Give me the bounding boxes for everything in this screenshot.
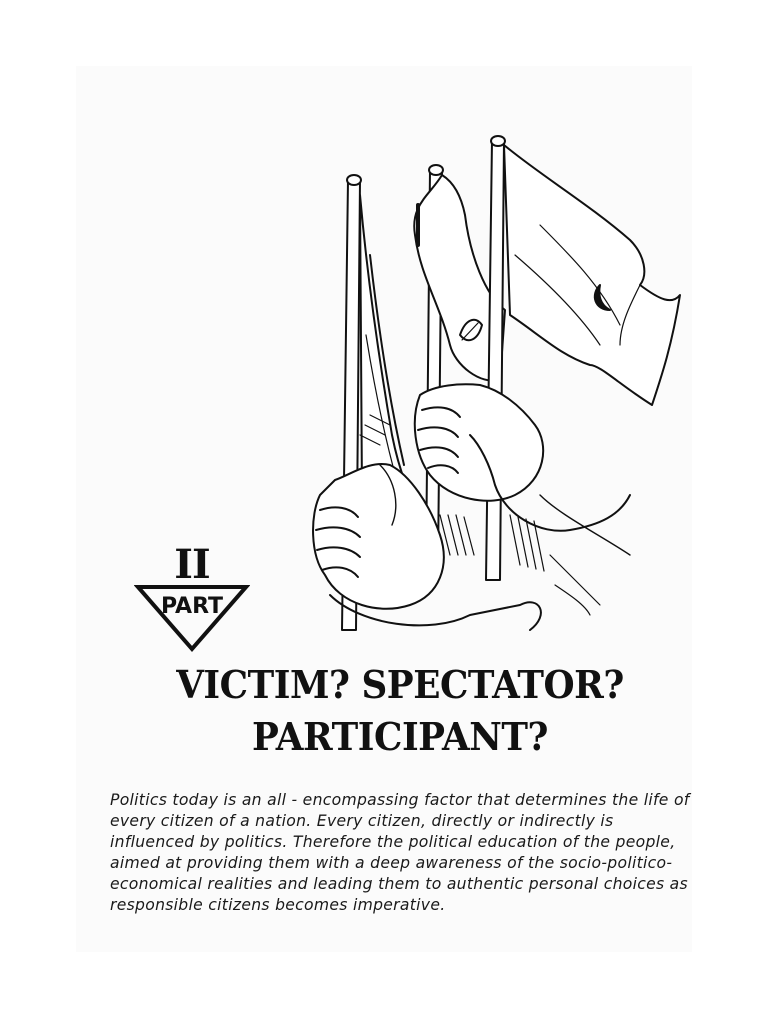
part-label: PART xyxy=(160,594,224,619)
headline-line-1: VICTIM? SPECTATOR? xyxy=(176,662,624,707)
headline-line-2: PARTICIPANT? xyxy=(252,714,548,759)
part-badge xyxy=(134,541,250,655)
body-paragraph: Politics today is an all - encompassing factor that determines the life of every citizen of a nation. Every citizen, directly or indirectly is influenced by politics. Therefore the political education of the people, aimed at providing them with a deep awareness of the socio-politico-economical realities and leading them to authentic personal choices as responsible citizens becomes imperative. xyxy=(110,791,690,914)
part-numeral: II xyxy=(174,541,210,588)
right-hand xyxy=(415,384,630,555)
hands-with-flags-illustration xyxy=(300,135,690,650)
